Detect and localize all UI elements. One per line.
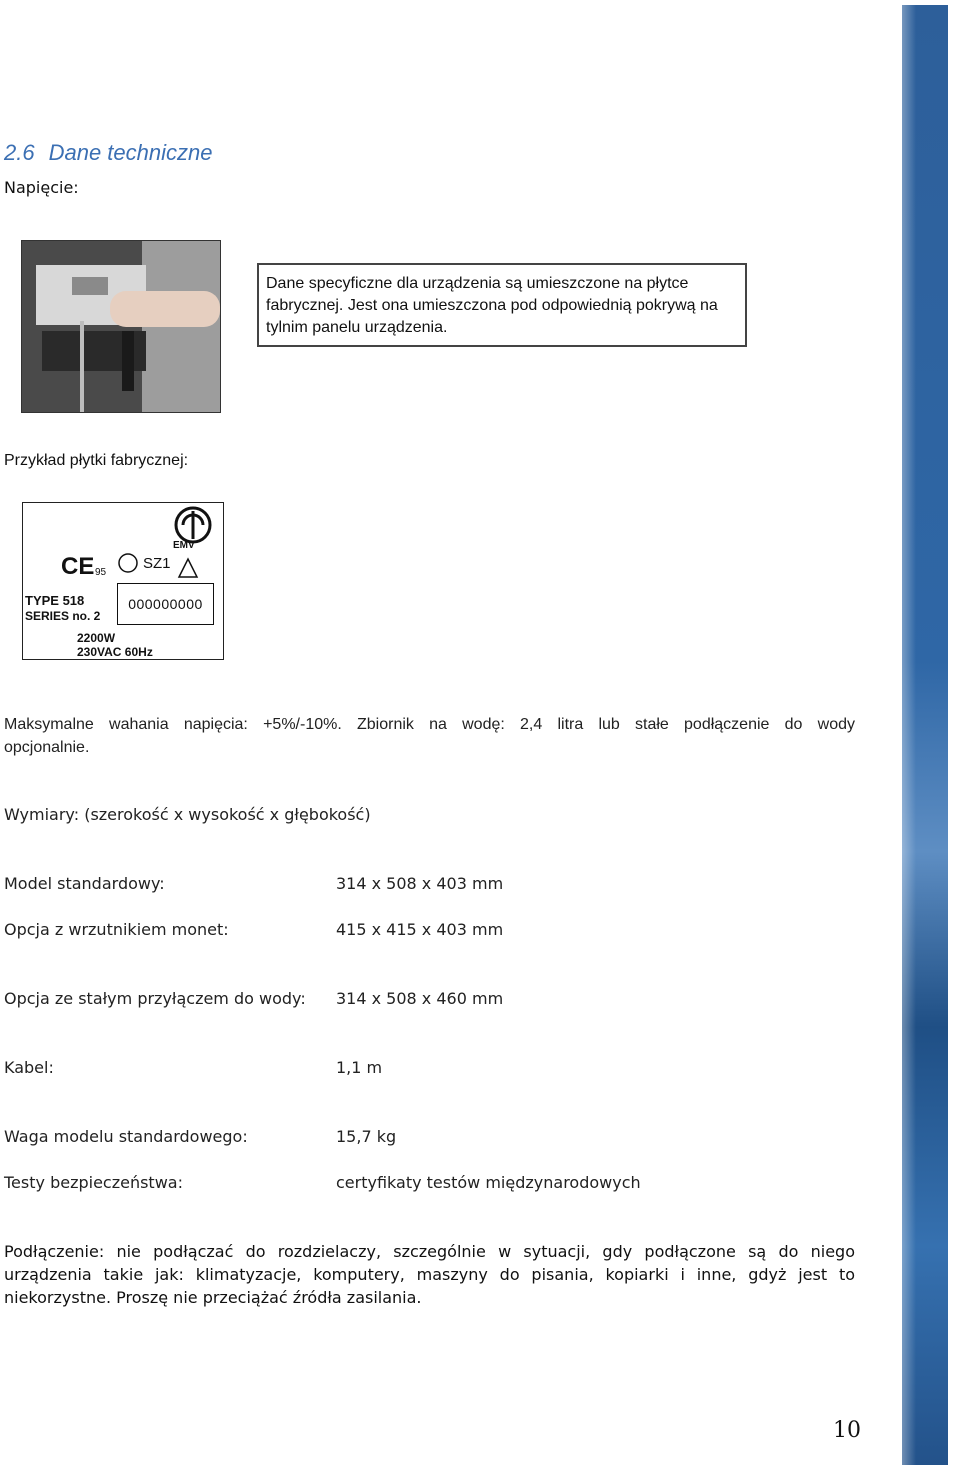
sz-mark: SZ1 [143,555,171,572]
plate-power: 2200W [77,631,116,645]
page-number: 10 [833,1418,861,1443]
spec-label-cable: Kabel: [4,1058,54,1077]
section-number: 2.6 [4,140,35,165]
spec-label-water: Opcja ze stałym przyłączem do wody: [4,989,306,1008]
rating-plate [22,502,224,660]
device-back-photo [21,240,221,413]
side-stripe [902,5,948,1465]
spec-label-standard: Model standardowy: [4,874,165,893]
spec-value-safety: certyfikaty testów międzynarodowych [336,1173,641,1192]
spec-label-safety: Testy bezpieczeństwa: [4,1173,183,1192]
dimensions-heading: Wymiary: (szerokość x wysokość x głębokość) [4,805,371,824]
spec-value-weight: 15,7 kg [336,1127,397,1146]
emv-mark: EMV [173,540,195,551]
section-title: Dane techniczne [48,140,213,165]
plate-marks [23,503,223,659]
voltage-subheading: Napięcie: [4,178,79,197]
ce-year: 95 [95,567,107,578]
voltage-line-2: opcjonalnie. [4,739,90,756]
section-heading [4,140,212,166]
spec-value-cable: 1,1 m [336,1058,383,1077]
plate-voltage: 230VAC 60Hz [77,645,153,659]
spec-value-standard: 314 x 508 x 403 mm [336,874,504,893]
spec-value-water: 314 x 508 x 460 mm [336,989,504,1008]
spec-value-coin: 415 x 415 x 403 mm [336,920,504,939]
plate-type: TYPE 518 [25,593,85,608]
connection-paragraph: Podłączenie: nie podłączać do rozdzielaczy, szczególnie w sytuacji, gdy podłączone są do niego urządzenia takie jak: klimatyzacje, komputery, maszyny do pisania, kopiarki i inne, gdyż jest to niekorzystne. Proszę nie przeciążać źródła zasilania. [4,1242,855,1307]
spec-label-weight: Waga modelu standardowego: [4,1127,248,1146]
ce-mark: CE [61,553,95,580]
spec-label-coin: Opcja z wrzutnikiem monet: [4,920,229,939]
voltage-paragraph [4,713,855,759]
plate-series: SERIES no. 2 [25,609,101,623]
device-back-illustration [22,241,220,412]
plate-example-label: Przykład płytki fabrycznej: [4,452,189,469]
voltage-line-1: Maksymalne wahania napięcia: +5%/-10%. Zbiornik na wodę: 2,4 litra lub stałe podłączenie do wody [4,716,855,733]
plate-serial: 000000000 [117,583,214,625]
note-box: Dane specyficzne dla urządzenia są umieszczone na płytce fabrycznej. Jest ona umieszczona pod odpowiednią pokrywą na tylnim panelu urządzenia. [257,263,747,347]
